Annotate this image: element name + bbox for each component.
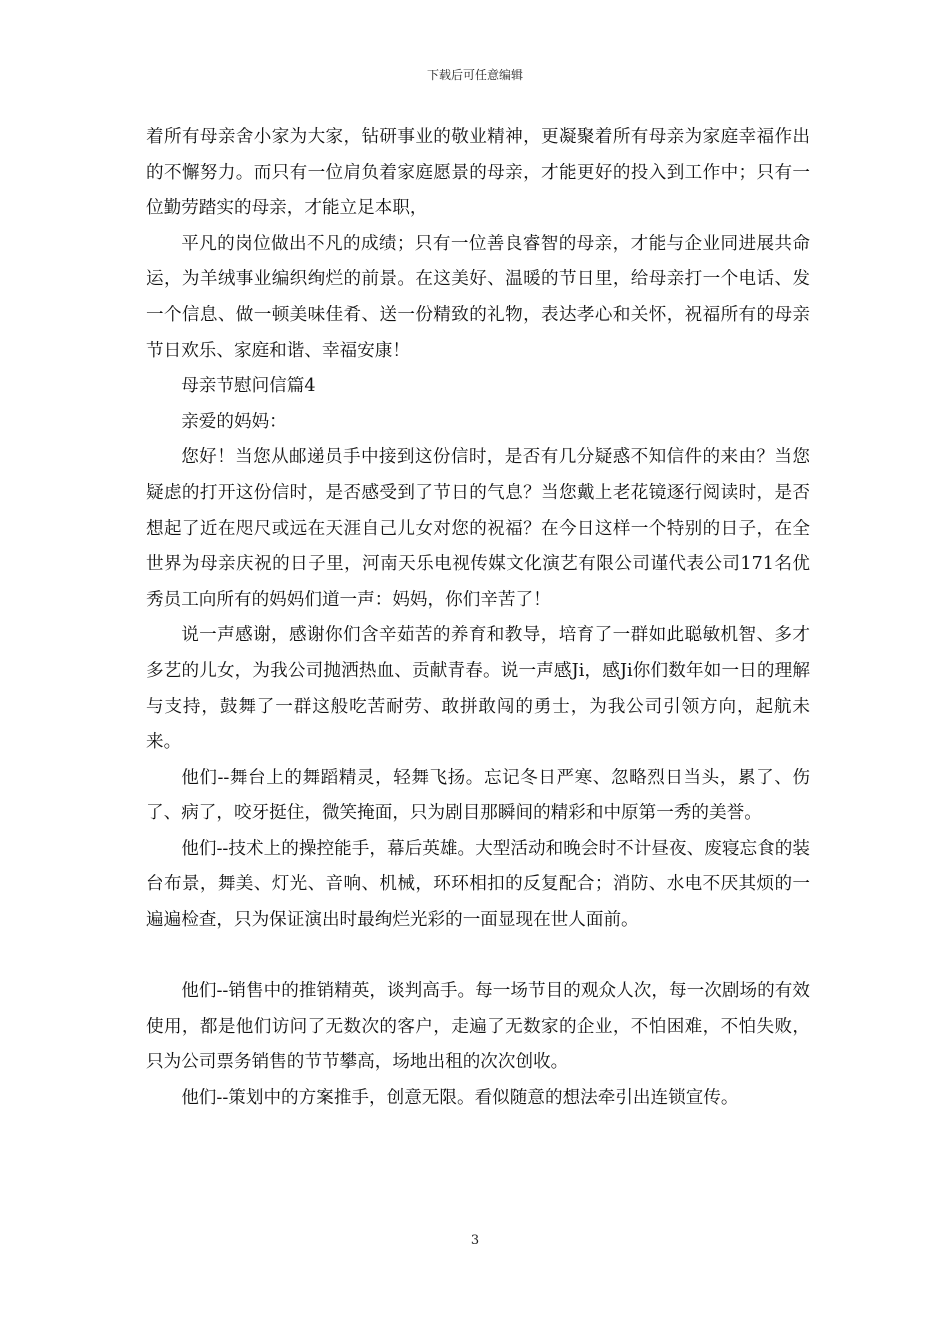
paragraph: 您好！当您从邮递员手中接到这份信时，是否有几分疑惑不知信件的来由？当您疑虑的打开这份信时，是否感受到了节日的气息？当您戴上老花镜逐行阅读时，是否想起了近在咫尺或远在天涯自己儿女对您的祝福？在今日这样一个特别的日子，在全世界为母亲庆祝的日子里，河南天乐电视传媒文化演艺有限公司谨代表公司171名优秀员工向所有的妈妈们道一声：妈妈，你们辛苦了！: [146, 447, 810, 610]
section-title: 母亲节慰问信篇4: [181, 376, 316, 397]
paragraph: 着所有母亲舍小家为大家，钻研事业的敬业精神，更凝聚着所有母亲为家庭幸福作出的不懈努力。而只有一位肩负着家庭愿景的母亲，才能更好的投入到工作中；只有一位勤劳踏实的母亲，才能立足本职，: [146, 127, 810, 219]
paragraph: 他们--舞台上的舞蹈精灵，轻舞飞扬。忘记冬日严寒、忽略烈日当头，累了、伤了、病了，咬牙挺住，微笑掩面，只为剧目那瞬间的精彩和中原第一秀的美誉。: [146, 767, 810, 824]
paragraph: 他们--策划中的方案推手，创意无限。看似随意的想法牵引出连锁宣传。: [181, 1088, 739, 1109]
page-number: 3: [470, 1233, 480, 1248]
paragraph: 说一声感谢，感谢你们含辛茹苦的养育和教导，培育了一群如此聪敏机智、多才多艺的儿女，为我公司抛洒热血、贡献青春。说一声感Ji，感Ji你们数年如一日的理解与支持，鼓舞了一群这般吃苦耐劳、敢拼敢闯的勇士，为我公司引领方向，起航未来。: [146, 625, 810, 753]
page-header: 下载后可任意编辑: [426, 68, 523, 82]
paragraph: 他们--技术上的操控能手，幕后英雄。大型活动和晚会时不计昼夜、废寝忘食的装台布景，舞美、灯光、音响、机械，环环相扣的反复配合；消防、水电不厌其烦的一遍遍检查，只为保证演出时最绚烂光彩的一面显现在世人面前。: [146, 838, 810, 931]
document-body: [146, 120, 810, 1117]
paragraph: 他们--销售中的推销精英，谈判高手。每一场节目的观众人次，每一次剧场的有效使用，都是他们访问了无数次的客户，走遍了无数家的企业，不怕困难，不怕失败，只为公司票务销售的节节攀高，场地出租的次次创收。: [146, 981, 810, 1073]
salutation: 亲爱的妈妈：: [181, 411, 287, 432]
paragraph: 平凡的岗位做出不凡的成绩；只有一位善良睿智的母亲，才能与企业同进展共命运，为羊绒事业编织绚烂的前景。在这美好、温暖的节日里，给母亲打一个电话、发一个信息、做一顿美味佳肴、送一份精致的礼物，表达孝心和关怀，祝福所有的母亲节日欢乐、家庭和谐、幸福安康！: [146, 233, 810, 361]
paragraph-gap: [146, 939, 810, 975]
